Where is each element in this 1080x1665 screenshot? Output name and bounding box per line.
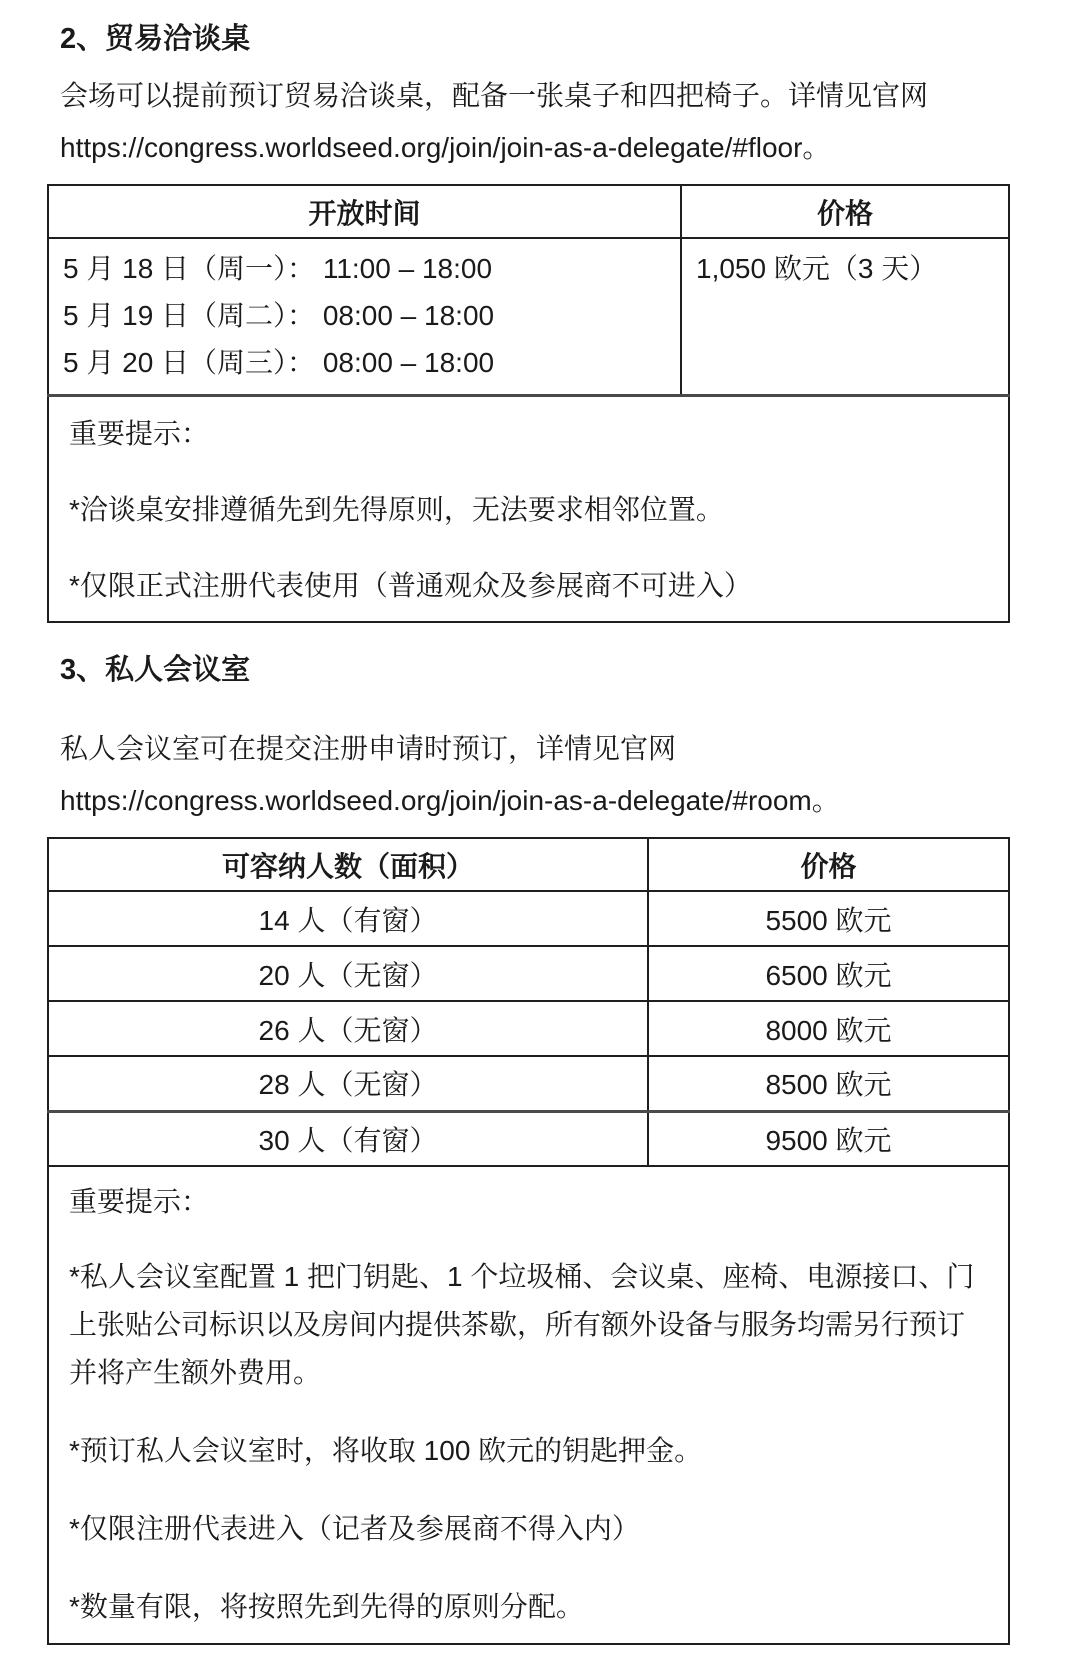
trade-note-1: *洽谈桌安排遵循先到先得原则，无法要求相邻位置。 [69,494,724,525]
room-capacity: 20 人（无窗） [48,946,648,1001]
schedule-line-2: 5 月 19 日（周二）： 08:00 – 18:00 [63,300,495,331]
trade-table-notes-row [48,396,1009,623]
room-capacity: 30 人（有窗） [48,1111,648,1166]
trade-note-2: *仅限正式注册代表使用（普通观众及参展商不可进入） [69,570,752,601]
room-price: 8500 欧元 [648,1056,1009,1111]
room-note-2: *预订私人会议室时，将收取 100 欧元的钥匙押金。 [69,1435,703,1466]
meeting-room-row [48,1056,1009,1111]
room-capacity: 26 人（无窗） [48,1001,648,1056]
room-price: 6500 欧元 [648,946,1009,1001]
trade-notes-title: 重要提示： [69,418,210,449]
meeting-room-header-row [48,838,1009,891]
room-notes-title: 重要提示： [69,1186,210,1217]
meeting-room-notes-row [48,1166,1009,1644]
room-price: 8000 欧元 [648,1001,1009,1056]
section-2-intro-text: 会场可以提前预订贸易洽谈桌，配备一张桌子和四把椅子。详情见官网 [60,80,929,111]
section-private-meeting-rooms [0,649,1080,1645]
trade-table-schedule-cell [48,238,681,396]
meeting-room-row [48,891,1009,946]
meeting-room-header-capacity: 可容纳人数（面积） [48,838,648,891]
document-page [0,18,1080,1645]
trade-table-header-row [48,185,1009,238]
section-2-url: https://congress.worldseed.org/join/join-as-a-delegate/#floor。 [60,132,831,163]
section-2-heading: 2、贸易洽谈桌 [60,23,251,55]
room-capacity: 14 人（有窗） [48,891,648,946]
meeting-room-row [48,1111,1009,1166]
room-note-1: *私人会议室配置 1 把门钥匙、1 个垃圾桶、会议桌、座椅、电源接口、门上张贴公司标识以及房间内提供茶歇，所有额外设备与服务均需另行预订并将产生额外费用。 [69,1261,975,1388]
meeting-room-table [47,837,1010,1645]
trade-table [47,184,1010,623]
section-3-heading: 3、私人会议室 [60,654,251,686]
trade-table-header-price: 价格 [681,185,1009,238]
meeting-room-row [48,1001,1009,1056]
room-note-4: *数量有限，将按照先到先得的原则分配。 [69,1591,584,1622]
meeting-room-header-price: 价格 [648,838,1009,891]
schedule-line-3: 5 月 20 日（周三）： 08:00 – 18:00 [63,347,495,378]
room-capacity: 28 人（无窗） [48,1056,648,1111]
room-note-3: *仅限注册代表进入（记者及参展商不得入内） [69,1513,640,1544]
section-3-url: https://congress.worldseed.org/join/join-as-a-delegate/#room。 [60,785,840,816]
meeting-room-row [48,946,1009,1001]
room-price: 9500 欧元 [648,1111,1009,1166]
trade-table-notes-cell [48,396,1009,623]
trade-table-header-hours: 开放时间 [48,185,681,238]
meeting-room-notes-cell [48,1166,1009,1644]
room-price: 5500 欧元 [648,891,1009,946]
trade-table-price-cell: 1,050 欧元（3 天） [681,238,1009,396]
schedule-line-1: 5 月 18 日（周一）： 11:00 – 18:00 [63,253,493,284]
section-trade-tables [0,18,1080,623]
section-3-intro-text: 私人会议室可在提交注册申请时预订，详情见官网 [60,733,677,764]
trade-table-schedule-row [48,238,1009,396]
